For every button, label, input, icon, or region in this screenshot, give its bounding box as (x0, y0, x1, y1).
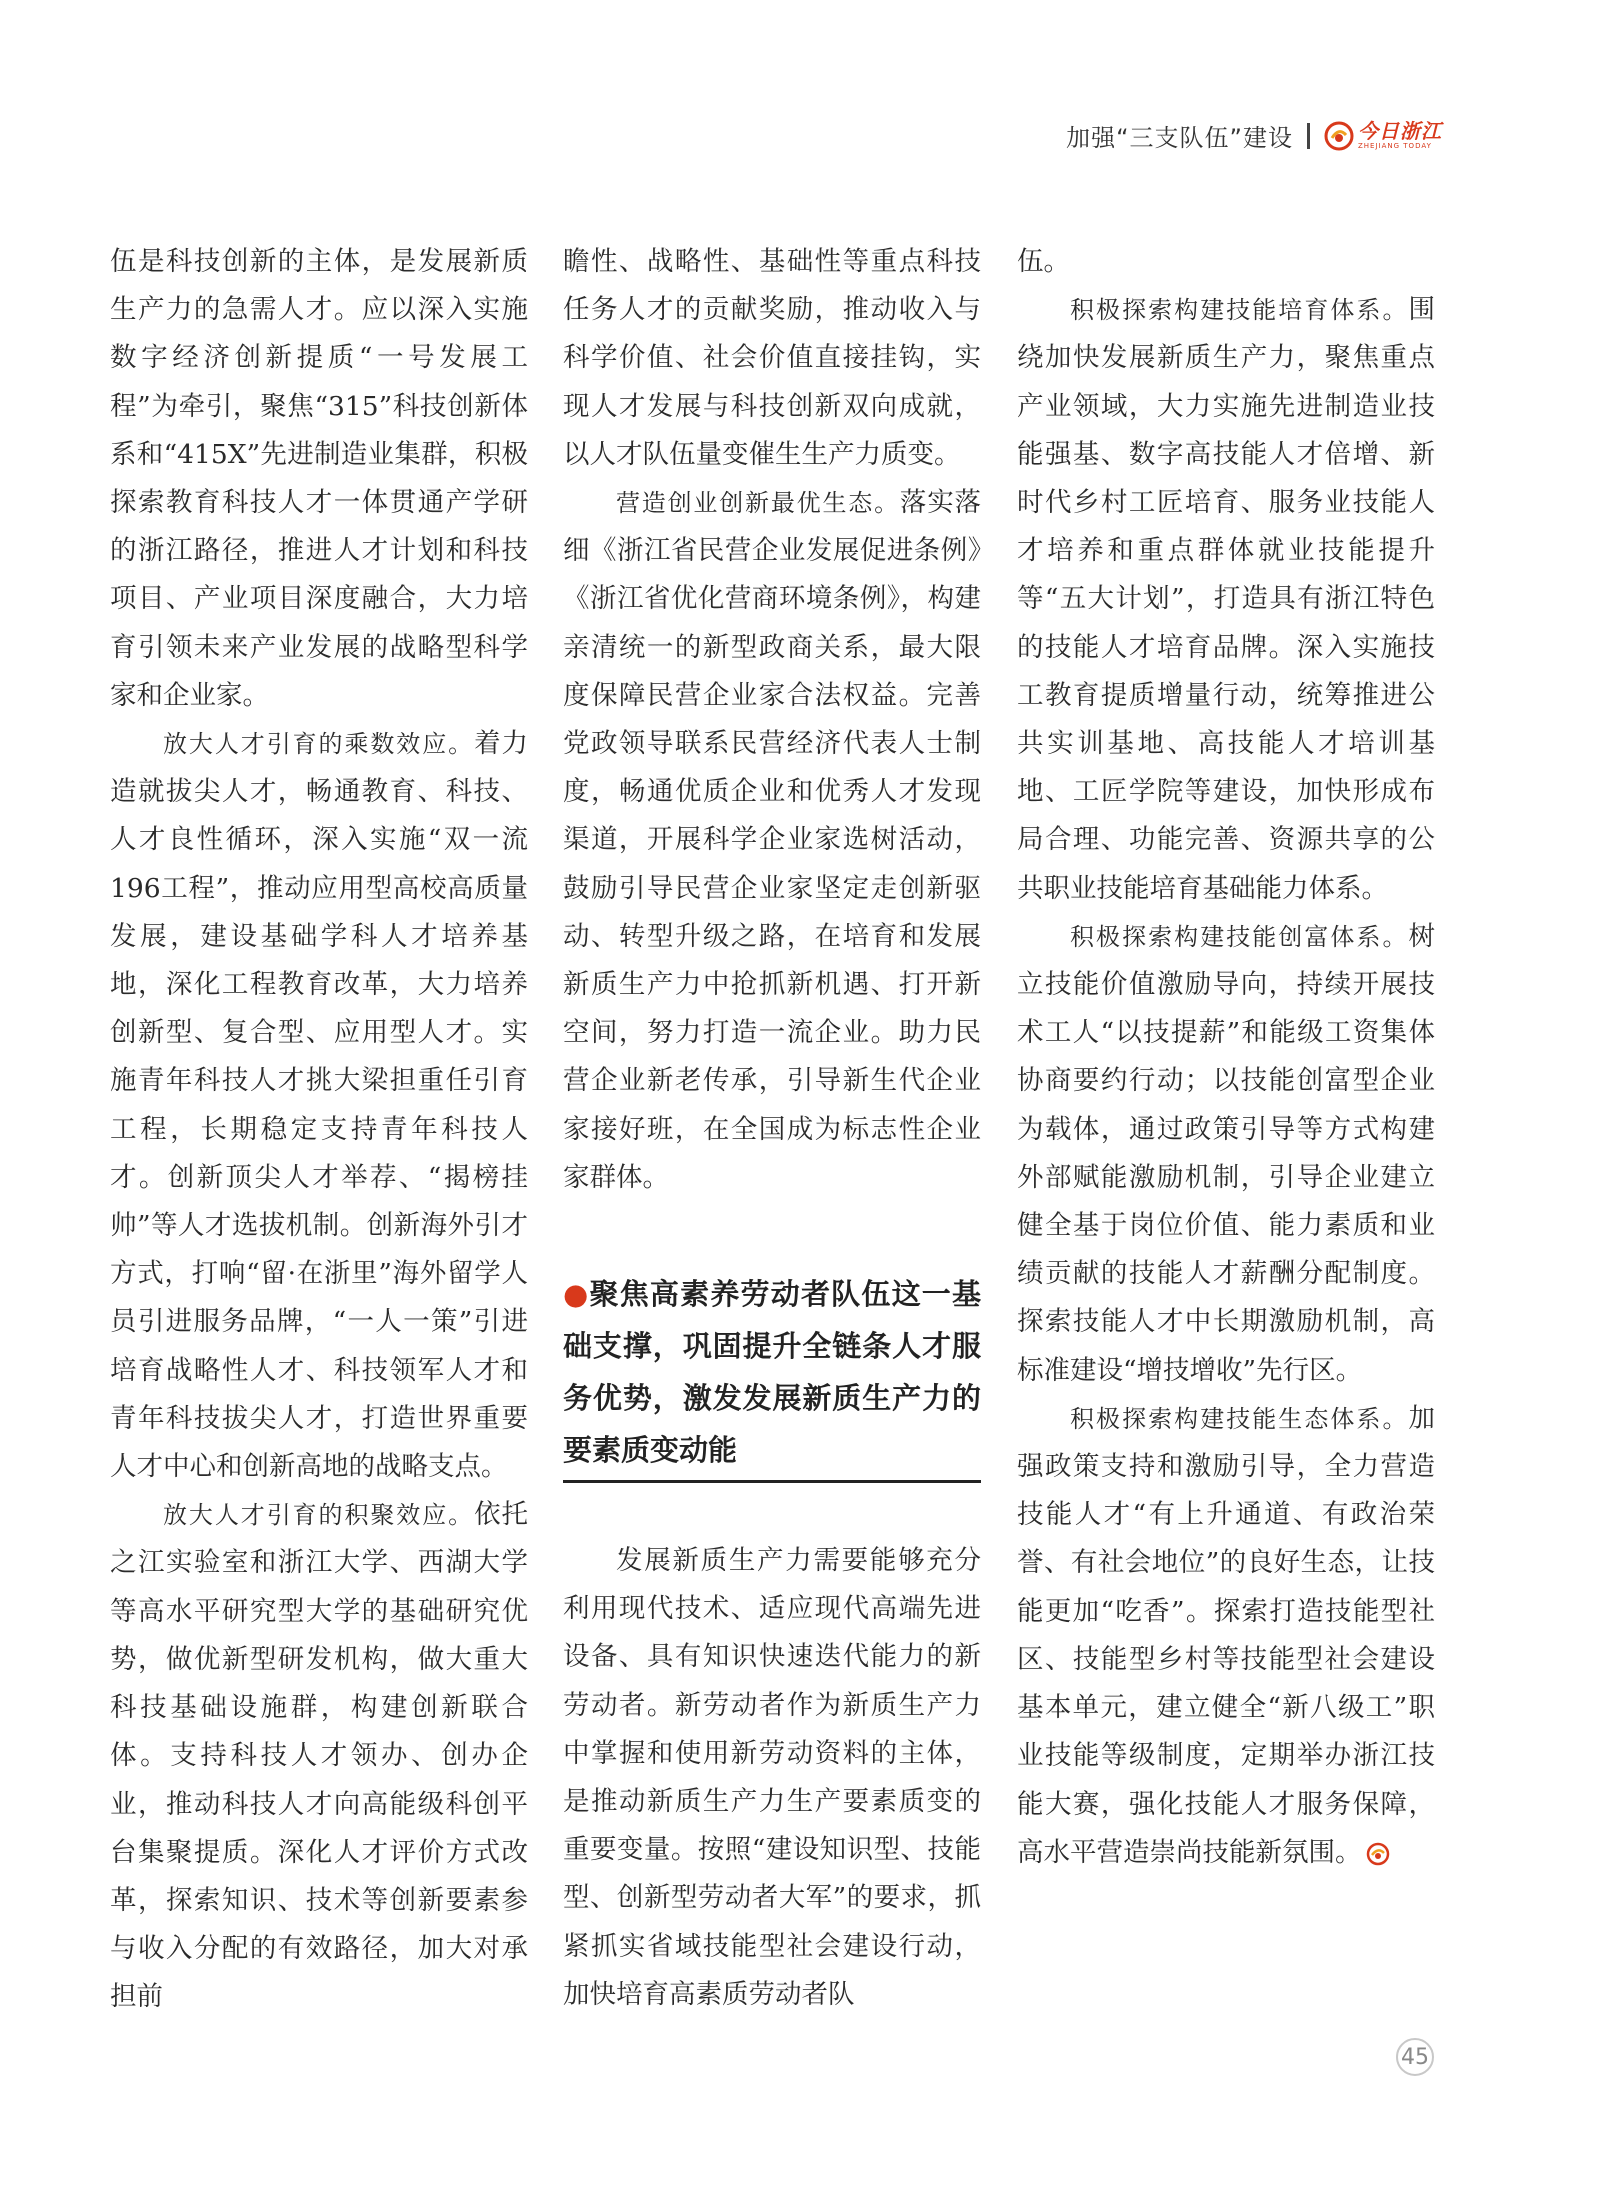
col3-paragraph-2-body: 围绕加快发展新质生产力，聚焦重点产业领域，大力实施先进制造业技能强基、数字高技能人才倍增、新时代乡村工匠培育、服务业技能人才培养和重点群体就业技能提升等“五大计划”，打造具有浙江特色的技能人才培育品牌。深入实施技工教育提质增量行动，统筹推进公共实训基地、高技能人才培训基地、工匠学院等建设，加快形成布局合理、功能完善、资源共享的公共职业技能培育基础能力体系。 (1017, 294, 1435, 904)
col2-paragraph-1: 瞻性、战略性、基础性等重点科技任务人才的贡献奖励，推动收入与科学价值、社会价值直接挂钩，实现人才发展与科技创新双向成就，以人才队伍量变催生生产力质变。 (563, 246, 981, 470)
col1-subheading-2: 放大人才引育的积聚效应。 (163, 1501, 475, 1530)
section-title: 加强“三支队伍”建设 (1066, 124, 1293, 152)
col3-paragraph-4 (1017, 1395, 1435, 1877)
col3-paragraph-1: 伍。 (1017, 246, 1070, 277)
column-1 (110, 238, 529, 2013)
end-mark-icon (1366, 1842, 1390, 1866)
publication-logo (1324, 121, 1442, 151)
section-callout-heading (563, 1268, 981, 1483)
logo-chinese-text: 今日浙江 (1358, 119, 1442, 143)
callout-text: 聚焦高素养劳动者队伍这一基础支撑，巩固提升全链条人才服务优势，激发发展新质生产力的要素质变动能 (563, 1277, 981, 1468)
col3-subheading-3: 积极探索构建技能生态体系。 (1070, 1404, 1409, 1433)
col3-subheading-1: 积极探索构建技能培育体系。 (1070, 296, 1409, 325)
col3-paragraph-3-body: 树立技能价值激励导向，持续开展技术工人“以技提薪”和能级工资集体协商要约行动；以技能创富型企业为载体，通过政策引导等方式构建外部赋能激励机制，引导企业建立健全基于岗位价值、能力素质和业绩贡献的技能人才薪酬分配制度。探索技能人才中长期激励机制，高标准建设“增技增收”先行区。 (1017, 920, 1435, 1386)
col2-paragraph-2-body: 落实落细《浙江省民营企业发展促进条例》《浙江省优化营商环境条例》，构建亲清统一的新型政商关系，最大限度保障民营企业家合法权益。完善党政领导联系民营经济代表人士制度，畅通优质企业和优秀人才发现渠道，开展科学企业家选树活动，鼓励引导民营企业家坚定走创新驱动、转型升级之路，在培育和发展新质生产力中抢抓新机遇、打开新空间，努力打造一流企业。助力民营企业新老传承，引导新生代企业家接好班，在全国成为标志性企业家群体。 (563, 487, 982, 1193)
col3-paragraph-4-body: 加强政策支持和激励引导，全力营造技能人才“有上升通道、有政治荣誉、有社会地位”的良好生态，让技能更加“吃香”。探索打造技能型社区、技能型乡村等技能型社会建设基本单元，建立健全“新八级工”职业技能等级制度，定期举办浙江技能大赛，强化技能人才服务保障，高水平营造崇尚技能新氛围。 (1017, 1402, 1435, 1868)
col1-paragraph-2-body: 着力造就拔尖人才，畅通教育、科技、人才良性循环，深入实施“双一流196工程”，推动应用型高校高质量发展，建设基础学科人才培养基地，深化工程教育改革，大力培养创新型、复合型、应用型人才。实施青年科技人才挑大梁担重任引育工程，长期稳定支持青年科技人才。创新顶尖人才举荐、“揭榜挂帅”等人才选拔机制。创新海外引才方式，打响“留·在浙里”海外留学人员引进服务品牌，“一人一策”引进培育战略性人才、科技领军人才和青年科技拔尖人才，打造世界重要人才中心和创新高地的战略支点。 (110, 728, 529, 1483)
col1-paragraph-3-body: 依托之江实验室和浙江大学、西湖大学等高水平研究型大学的基础研究优势，做优新型研发机构，做大重大科技基础设施群，构建创新联合体。支持科技人才领办、创办企业，推动科技人才向高能级科创平台集聚提质。深化人才评价方式改革，探索知识、技术等创新要素参与收入分配的有效路径，加大对承担前 (110, 1499, 529, 2013)
callout-underline (563, 1480, 981, 1483)
col2-paragraph-3: 发展新质生产力需要能够充分利用现代技术、适应现代高端先进设备、具有知识快速迭代能力的新劳动者。新劳动者作为新质生产力中掌握和使用新劳动资料的主体，是推动新质生产力生产要素质变的重要变量。按照“建设知识型、技能型、创新型劳动者大军”的要求，抓紧抓实省域技能型社会建设行动，加快培育高素质劳动者队 (563, 1545, 981, 2010)
col2-paragraph-2 (563, 479, 981, 1202)
col3-subheading-2: 积极探索构建技能创富体系。 (1070, 922, 1409, 951)
page-header (1066, 118, 1442, 153)
column-3 (1017, 238, 1435, 1978)
logo-english-text: ZHEJIANG TODAY (1358, 142, 1432, 150)
col2-subheading-1: 营造创业创新最优生态。 (616, 489, 900, 518)
column-2 (563, 238, 982, 2010)
col1-subheading-1: 放大人才引育的乘数效应。 (163, 730, 475, 759)
header-divider (1307, 123, 1310, 149)
col1-paragraph-3 (110, 1491, 528, 2021)
col1-paragraph-2 (110, 720, 528, 1491)
page-number: 45 (1396, 2038, 1434, 2076)
col3-paragraph-3 (1017, 913, 1435, 1395)
red-bullet-icon: ● (563, 1277, 590, 1312)
col1-paragraph-1: 伍是科技创新的主体，是发展新质生产力的急需人才。应以深入实施数字经济创新提质“一号发展工程”为牵引，聚焦“315”科技创新体系和“415X”先进制造业集群，积极探索教育科技人才一体贯通产学研的浙江路径，推进人才计划和科技项目、产业项目深度融合，大力培育引领未来产业发展的战略型科学家和企业家。 (110, 246, 528, 711)
zhejiang-today-logo-icon (1324, 121, 1354, 151)
col3-paragraph-2 (1017, 286, 1435, 913)
